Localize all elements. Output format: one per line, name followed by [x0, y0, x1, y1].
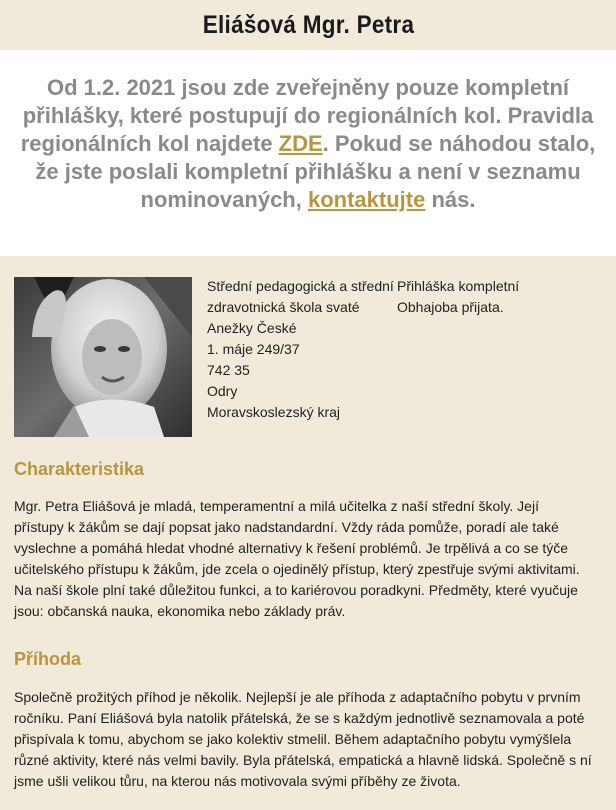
rules-link[interactable]: ZDE [278, 131, 323, 156]
school-address [207, 276, 397, 423]
school-city: Odry [207, 383, 238, 399]
title-bar [0, 0, 616, 50]
characteristics-heading: Charakteristika [14, 459, 145, 479]
status-application: Přihláška kompletní [397, 278, 520, 294]
story-text: Společně prožitých příhod je několik. Nejlepší je ale příhoda z adaptačního pobytu v prvním ročníku. Paní Eliášová byla natolik přátelská, že se s každým jednotlivě seznamovala a poté přispívala k tomu, abychom se jako kolektiv stmelil. Během adaptačního pobytu vymýšlela různé aktivity, které nás velmi bavily. Byla přátelská, empatická a hlavně lidská. Společně s ní jsme ušli velikou tůru, na kterou nás motivovala svými příběhy ze života. [14, 689, 592, 789]
school-zip: 742 35 [207, 362, 250, 378]
notice-text-2: . Pokud se náhodou stalo, že jste poslali kompletní přihlášku a není v seznamu nominovaných, [35, 131, 596, 212]
application-status [397, 276, 537, 318]
portrait-photo [14, 277, 192, 437]
school-region: Moravskoslezský kraj [207, 404, 341, 420]
story-heading: Příhoda [14, 649, 82, 669]
page-title: Eliášová Mgr. Petra [202, 10, 414, 39]
portrait-photo-icon [14, 277, 192, 437]
characteristics-text: Mgr. Petra Eliášová je mladá, temperamentní a milá učitelka z naší střední školy. Její přístupy k žákům se dají popsat jako nadstandardní. Vždy ráda pomůže, poradí ale také vyslechne a pomáhá hledat vhodné alternativy k řešení problémů. Je trpělivá a co se týče učitelského přístupu k žákům, jde zcela o ojedinělý přístup, který zpestřuje svými aktivitami. Na naší škole plní také důležitou funkci, a to kariérovou poradkyni. Předměty, které vyučuje jsou: občanská nauka, ekonomika nebo základy práv. [14, 498, 580, 619]
profile-block [0, 256, 616, 446]
notice-box [0, 50, 616, 256]
status-defense: Obhajoba přijata. [397, 299, 504, 315]
contact-link[interactable]: kontaktujte [307, 187, 426, 212]
notice-text-1: Od 1.2. 2021 jsou zde zveřejněny pouze kompletní přihlášky, které postupují do regionálních kol. Pravidla regionálních kol najdete [20, 75, 594, 156]
school-street: 1. máje 249/37 [207, 341, 300, 357]
notice-text-3: nás. [425, 187, 476, 212]
school-name: Střední pedagogická a střední zdravotnická škola svaté Anežky České [207, 278, 394, 336]
